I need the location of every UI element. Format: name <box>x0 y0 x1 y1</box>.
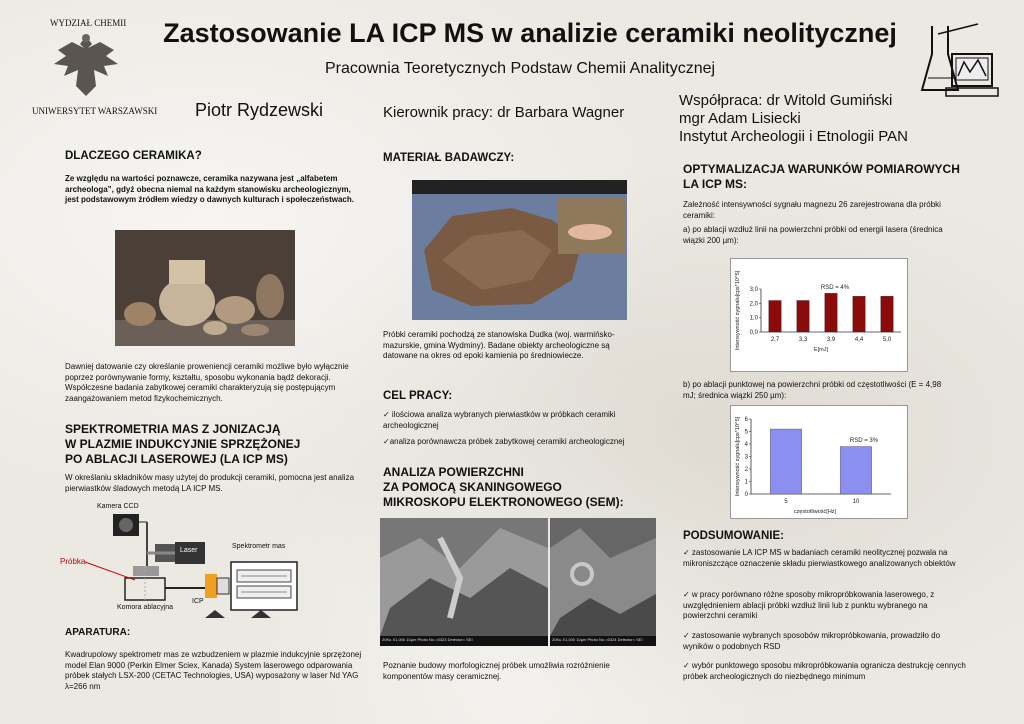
sem-heading-line: ANALIZA POWIERZCHNI <box>383 465 524 479</box>
y-tick-label: 0,0 <box>749 330 758 336</box>
x-tick-label: 5 <box>784 499 788 505</box>
sem-heading-line: ZA POMOCĄ SKANINGOWEGO <box>383 480 562 494</box>
sample-label: Próbka <box>60 557 86 566</box>
author-name: Piotr Rydzewski <box>195 100 324 120</box>
x-tick-label: 10 <box>852 499 860 505</box>
supervisor: Kierownik pracy: dr Barbara Wagner <box>383 104 625 121</box>
goal-item: ✓ ilościowa analiza wybranych pierwiastków w próbkach ceramiki archeologicznej <box>383 410 616 430</box>
goal-item: ✓analiza porównawcza próbek zabytkowej ceramiki archeologicznej <box>383 437 625 446</box>
faculty-name: WYDZIAŁ CHEMII <box>50 18 127 28</box>
camera-label: Kamera CCD <box>97 503 139 510</box>
rsd-annotation: RSD = 4% <box>820 285 850 291</box>
chart-frequency <box>730 405 908 519</box>
bar <box>825 293 838 332</box>
y-axis-label: Intensywność sygnału[cps*10^5] <box>735 270 741 351</box>
spectrometer-label: Spektrometr mas <box>232 543 286 550</box>
y-tick-label: 1 <box>744 479 748 486</box>
apparatus-heading: APARATURA: <box>65 627 131 638</box>
optimization-heading-line: OPTYMALIZACJA WARUNKÓW POMIAROWYCH <box>683 162 960 176</box>
y-tick-label: 3 <box>744 454 748 461</box>
icp-label: ICP <box>192 598 204 605</box>
spectrometry-heading-line: PO ABLACJI LASEROWEJ (LA ICP MS) <box>65 452 288 466</box>
spectrometry-heading-line: W PLAZMIE INDUKCYJNIE SPRZĘŻONEJ <box>65 437 301 451</box>
spectrometry-heading <box>65 422 300 467</box>
y-tick-label: 2 <box>744 467 748 473</box>
x-tick-label: 5,0 <box>882 337 892 343</box>
optimization-heading <box>683 162 960 192</box>
y-tick-label: 3,0 <box>749 287 758 293</box>
sem-label: 20Ku X1,000 10µm Photo No.=0323 Detector= SEI <box>382 637 473 642</box>
y-tick-label: 4 <box>744 442 748 448</box>
summary-item: ✓ wybór punktowego sposobu mikropróbkowania ogranicza destrukcję cennych próbek archeologicznych do niezbędnego minimum <box>683 661 966 681</box>
summary-item: ✓ zastosowanie LA ICP MS w badaniach ceramiki neolitycznej pozwala na mikroniszczące oznaczenie składu pierwiastkowego analizowanych obiektów <box>683 548 956 568</box>
bar <box>797 300 810 332</box>
spectrometry-heading-line: SPEKTROMETRIA MAS Z JONIZACJĄ <box>65 422 281 436</box>
optimization-a: a) po ablacji wzdłuż linii na powierzchni próbki od energii lasera (średnica wiązki 200 µm): <box>683 225 943 245</box>
la-icp-ms-diagram <box>55 500 355 620</box>
poster-title: Zastosowanie LA ICP MS w analizie ceramiki neolitycznej <box>163 18 897 48</box>
poster-subtitle: Pracownia Teoretycznych Podstaw Chemii Analitycznej <box>324 60 716 77</box>
summary-item: ✓ zastosowanie wybranych sposobów mikropróbkowania, prowadziło do wyników o podobnych RSD <box>683 631 941 651</box>
y-tick-label: 6 <box>744 417 748 423</box>
coop-line: Instytut Archeologii i Etnologii PAN <box>679 128 909 145</box>
bar <box>769 300 782 332</box>
optimization-b: b) po ablacji punktowej na powierzchni próbki od częstotliwości (E = 4,98 mJ; średnica wiązki 250 µm): <box>683 380 942 400</box>
y-tick-label: 2,0 <box>749 301 758 308</box>
why-ceramics-text: Ze względu na wartości poznawcze, ceramika nazywana jest „alfabetem archeologa”, gdyż obecna niemal na każdym stanowisku archeologicznym, jest podstawowym źródłem wiedzy o dawnych kulturach i społeczeństwach. <box>65 174 354 204</box>
dating-text: Dawniej datowanie czy określanie proweniencji ceramiki możliwe było wyłącznie poprzez porównywanie formy, kształtu, sposobu wykonania bądź dekoracji. Współczesne badania zabytkowej ceramiki charakteryzują się postępującym zaangażowaniem metod fizykochemicznych. <box>65 362 349 403</box>
optimization-text: Zależność intensywności sygnału magnezu 26 zarejestrowana dla próbki ceramiki: <box>683 200 941 220</box>
x-axis-label: częstotliwość[Hz] <box>793 509 837 515</box>
sem-heading <box>383 465 624 510</box>
cooperation <box>679 92 908 146</box>
x-tick-label: 3,9 <box>826 337 836 343</box>
sem-image-left <box>380 518 548 646</box>
material-text: Próbki ceramiki pochodzą ze stanowiska Dudka (woj. warmińsko-mazurskie, gmina Wydminy). Badane obiekty archeologiczne są datowane na okres od epoki kamienia po średniowiecze. <box>383 330 615 360</box>
ceramics-vessels-photo <box>115 230 295 346</box>
bar <box>881 296 894 332</box>
y-tick-label: 5 <box>744 429 748 436</box>
bar <box>853 296 866 332</box>
summary-item: ✓ w pracy porównano różne sposoby mikropróbkowania laserowego, z uwzględnieniem ablacji próbki wzdłuż linii lub z punktu wybranego na powierzchni ceramiki <box>683 590 935 620</box>
y-tick-label: 0 <box>744 492 748 498</box>
x-axis-label: E[mJ] <box>813 347 829 353</box>
rsd-annotation: RSD = 3% <box>849 438 879 444</box>
why-ceramics-heading: DLACZEGO CERAMIKA? <box>65 150 202 162</box>
sem-caption: Poznanie budowy morfologicznej próbek umożliwia rozróżnienie komponentów masy ceramicznej. <box>383 661 610 681</box>
optimization-heading-line: LA ICP MS: <box>683 177 748 191</box>
coop-line: Współpraca: dr Witold Gumiński <box>679 92 893 109</box>
lab-apparatus-logo <box>918 20 1002 102</box>
x-tick-label: 4,4 <box>854 337 864 343</box>
goal-heading: CEL PRACY: <box>383 390 453 402</box>
apparatus-text: Kwadrupolowy spektrometr mas ze wzbudzeniem w plazmie indukcyjnie sprzężonej model Elan 9000 (Perkin Elmer Sciex, Kanada) System laserowego odparowania próbek stałych LSX-200 (CETAC Technologies, USA) wyposażony w laser Nd YAG λ=266 nm <box>65 650 362 691</box>
bar <box>770 429 802 494</box>
coop-line: mgr Adam Lisiecki <box>679 110 801 127</box>
spectrometry-text: W określaniu składników masy użytej do produkcji ceramiki, pomocna jest analiza pierwiastków śladowych metodą LA ICP MS. <box>65 473 355 493</box>
laser-label: Laser <box>180 547 198 554</box>
ablation-chamber-label: Komora ablacyjna <box>117 604 174 611</box>
y-axis-label: Intensywność sygnału[cps*10^5] <box>735 416 741 497</box>
ceramic-fragment-photo <box>412 180 627 320</box>
university-eagle-logo <box>48 30 124 102</box>
chart-energy <box>730 258 908 372</box>
x-tick-label: 3,3 <box>798 337 808 343</box>
material-heading: MATERIAŁ BADAWCZY: <box>383 152 515 164</box>
x-tick-label: 2,7 <box>770 337 780 343</box>
sem-image-right <box>550 518 656 646</box>
bar <box>840 447 872 495</box>
sem-label: 20Ku X1,000 10µm Photo No.=0324 Detector= SEI <box>552 637 643 642</box>
summary-heading: PODSUMOWANIE: <box>683 530 784 542</box>
y-tick-label: 1,0 <box>749 315 758 322</box>
sem-heading-line: MIKROSKOPU ELEKTRONOWEGO (SEM): <box>383 495 624 509</box>
university-name: UNIWERSYTET WARSZAWSKI <box>32 106 158 116</box>
